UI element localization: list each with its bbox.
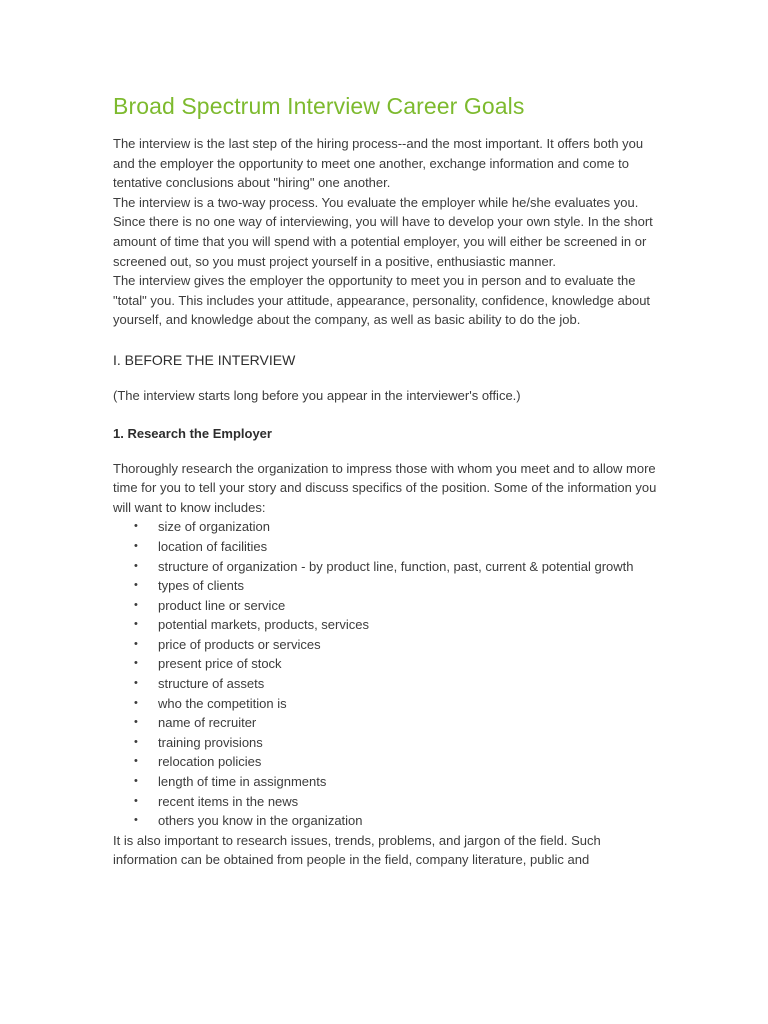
list-item bbox=[113, 654, 658, 674]
list-item bbox=[113, 772, 658, 792]
list-item bbox=[113, 752, 658, 772]
bullet-marker: • bbox=[134, 735, 138, 748]
section-note: (The interview starts long before you appear in the interviewer's office.) bbox=[113, 387, 521, 403]
list-item bbox=[113, 792, 658, 812]
bullet-marker: • bbox=[134, 539, 138, 552]
list-item bbox=[113, 615, 658, 635]
list-item bbox=[113, 596, 658, 616]
list-item-text: product line or service bbox=[158, 597, 286, 613]
list-item bbox=[113, 557, 658, 577]
bullet-marker: • bbox=[134, 559, 138, 572]
bullet-marker: • bbox=[134, 579, 138, 592]
document-content bbox=[113, 91, 658, 870]
section-heading-before-interview: I. BEFORE THE INTERVIEW bbox=[113, 351, 296, 368]
bullet-marker: • bbox=[134, 814, 138, 827]
list-item-text: types of clients bbox=[158, 578, 244, 594]
list-item-text: present price of stock bbox=[158, 656, 282, 672]
list-item bbox=[113, 537, 658, 557]
list-item bbox=[113, 517, 658, 537]
list-item-text: relocation policies bbox=[158, 754, 262, 770]
bullet-marker: • bbox=[134, 520, 138, 533]
list-item bbox=[113, 733, 658, 753]
list-item-text: training provisions bbox=[158, 734, 263, 750]
bullet-marker: • bbox=[134, 755, 138, 768]
list-item bbox=[113, 811, 658, 831]
list-item-text: structure of organization - by product line, function, past, current & potential growth bbox=[158, 558, 634, 574]
research-bullet-list bbox=[113, 517, 658, 831]
list-item-text: recent items in the news bbox=[158, 793, 299, 809]
list-item-text: others you know in the organization bbox=[158, 813, 363, 829]
list-item-text: structure of assets bbox=[158, 676, 265, 692]
list-item-text: location of facilities bbox=[158, 538, 268, 554]
closing-paragraph: It is also important to research issues, trends, problems, and jargon of the field. Such information can be obtained from people in the field, company literature, public and bbox=[113, 832, 601, 868]
list-item-text: name of recruiter bbox=[158, 715, 257, 731]
list-item-text: length of time in assignments bbox=[158, 774, 327, 790]
bullet-marker: • bbox=[134, 794, 138, 807]
bullet-marker: • bbox=[134, 716, 138, 729]
research-intro-paragraph: Thoroughly research the organization to impress those with whom you meet and to allow more time for you to tell your story and discuss specifics of the position. Some of the information you will want to know includes: bbox=[113, 460, 657, 515]
list-item bbox=[113, 694, 658, 714]
list-item-text: price of products or services bbox=[158, 636, 321, 652]
list-item bbox=[113, 674, 658, 694]
list-item-text: who the competition is bbox=[158, 695, 287, 711]
bullet-marker: • bbox=[134, 775, 138, 788]
bullet-marker: • bbox=[134, 677, 138, 690]
subheading-research-employer: 1. Research the Employer bbox=[113, 425, 272, 441]
list-item-text: size of organization bbox=[158, 519, 271, 535]
bullet-marker: • bbox=[134, 696, 138, 709]
list-item bbox=[113, 576, 658, 596]
bullet-marker: • bbox=[134, 598, 138, 611]
list-item-text: potential markets, products, services bbox=[158, 617, 369, 633]
intro-paragraph: The interview is the last step of the hiring process--and the most important. It offers both you and the employer the opportunity to meet one another, exchange information and come to tentative conclusions about "hiring" one another. The interview is a two-way process. You evaluate the employer while he/she evaluates you. Since there is no one way of interviewing, you will have to develop your own style. In the short amount of time that you will spend with a potential employer, you will either be screened in or screened out, so you must project yourself in a positive, enthusiastic manner. The interview gives the employer the opportunity to meet you in person and to evaluate the "total" you. This includes your attitude, appearance, personality, confidence, knowledge about yourself, and knowledge about the company, as well as basic ability to do the job. bbox=[113, 136, 653, 328]
list-item bbox=[113, 713, 658, 733]
document-title: Broad Spectrum Interview Career Goals bbox=[113, 93, 525, 119]
bullet-marker: • bbox=[134, 618, 138, 631]
list-item bbox=[113, 635, 658, 655]
bullet-marker: • bbox=[134, 637, 138, 650]
bullet-marker: • bbox=[134, 657, 138, 670]
